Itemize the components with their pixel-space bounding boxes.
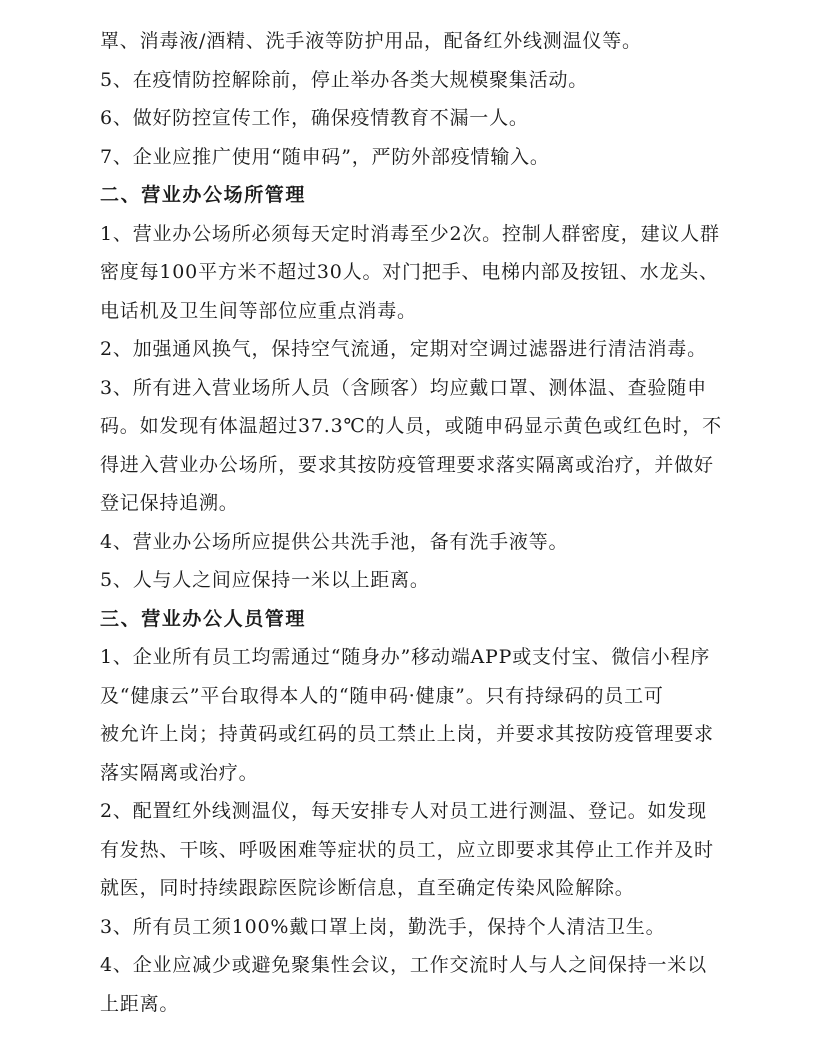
paragraph-line: 登记保持追溯。 xyxy=(100,492,239,514)
list-item-line: 3、所有进入营业场所人员（含顾客）均应戴口罩、测体温、查验随申 xyxy=(100,376,707,399)
list-item-line: 4、营业办公场所应提供公共洗手池，备有洗手液等。 xyxy=(100,530,569,553)
paragraph-line: 及“健康云”平台取得本人的“随申码·健康”。只有持绿码的员工可 xyxy=(100,684,664,707)
paragraph-line: 码。如发现有体温超过37.3℃的人员，或随申码显示黄色或红色时，不 xyxy=(100,415,722,437)
paragraph-line: 被允许上岗；持黄码或红码的员工禁止上岗，并要求其按防疫管理要求 xyxy=(100,723,714,745)
list-item-line: 2、加强通风换气，保持空气流通，定期对空调过滤器进行清洁消毒。 xyxy=(100,338,707,360)
paragraph-line: 电话机及卫生间等部位应重点消毒。 xyxy=(100,299,417,322)
list-item-line: 6、做好防控宣传工作，确保疫情教育不漏一人。 xyxy=(100,107,529,129)
list-item-line: 1、营业办公场所必须每天定时消毒至少2次。控制人群密度，建议人群 xyxy=(100,222,720,245)
list-item-line: 7、企业应推广使用“随申码”，严防外部疫情输入。 xyxy=(100,145,550,168)
paragraph-line: 密度每100平方米不超过30人。对门把手、电梯内部及按钮、水龙头、 xyxy=(100,261,719,283)
paragraph-line: 罩、消毒液/酒精、洗手液等防护用品，配备红外线测温仪等。 xyxy=(100,30,642,52)
list-item-line: 5、在疫情防控解除前，停止举办各类大规模聚集活动。 xyxy=(100,68,589,91)
paragraph-line: 落实隔离或治疗。 xyxy=(100,761,259,784)
paragraph-line: 有发热、干咳、呼吸困难等症状的员工，应立即要求其停止工作并及时 xyxy=(100,838,714,861)
list-item-line: 5、人与人之间应保持一米以上距离。 xyxy=(100,569,430,591)
paragraph-line: 上距离。 xyxy=(100,992,180,1015)
list-item-line: 1、企业所有员工均需通过“随身办”移动端APP或支付宝、微信小程序 xyxy=(100,646,711,668)
paragraph-line: 得进入营业办公场所，要求其按防疫管理要求落实隔离或治疗，并做好 xyxy=(100,453,714,476)
paragraph-line: 就医，同时持续跟踪医院诊断信息，直至确定传染风险解除。 xyxy=(100,877,635,899)
list-item-line: 2、配置红外线测温仪，每天安排专人对员工进行测温、登记。如发现 xyxy=(100,800,707,822)
list-item-line: 3、所有员工须100%戴口罩上岗，勤洗手，保持个人清洁卫生。 xyxy=(100,915,666,938)
list-item-line: 4、企业应减少或避免聚集性会议，工作交流时人与人之间保持一米以 xyxy=(100,954,707,976)
section-heading-premises: 二、营业办公场所管理 xyxy=(100,184,307,206)
document-body xyxy=(100,22,728,1023)
section-heading-staff: 三、营业办公人员管理 xyxy=(100,607,307,630)
